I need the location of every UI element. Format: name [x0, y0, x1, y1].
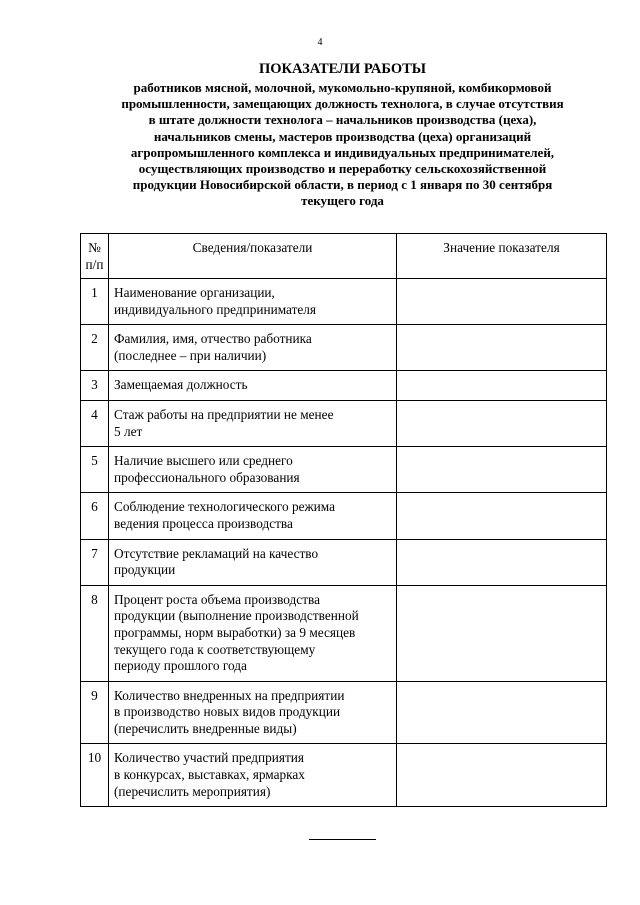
indicator-text-line: продукции (выполнение производственной — [114, 608, 359, 624]
row-value-cell[interactable] — [397, 744, 607, 807]
subtitle-line: промышленности, замещающих должность технолога, в случае отсутствия — [121, 96, 564, 112]
row-indicator — [109, 744, 397, 807]
row-number: 2 — [81, 325, 109, 371]
row-value-cell[interactable] — [397, 447, 607, 493]
table-row — [81, 325, 607, 371]
header-value: Значение показателя — [397, 234, 607, 279]
indicator-text-line: программы, норм выработки) за 9 месяцев — [114, 624, 356, 640]
indicator-text-line: индивидуального предпринимателя — [114, 301, 317, 317]
table-row — [81, 493, 607, 539]
row-number: 4 — [81, 400, 109, 446]
row-value-cell[interactable] — [397, 585, 607, 681]
row-number: 7 — [81, 539, 109, 585]
row-value-cell[interactable] — [397, 539, 607, 585]
table-row — [81, 681, 607, 744]
row-indicator — [109, 371, 397, 401]
indicator-text-line: Отсутствие рекламаций на качество — [114, 545, 319, 561]
document-title: ПОКАЗАТЕЛИ РАБОТЫ — [258, 61, 427, 77]
row-indicator — [109, 325, 397, 371]
row-value-cell[interactable] — [397, 279, 607, 325]
row-indicator — [109, 447, 397, 493]
indicator-text-line: в конкурсах, выставках, ярмарках — [114, 767, 305, 783]
indicator-text-line: 5 лет — [114, 423, 143, 439]
row-value-cell[interactable] — [397, 681, 607, 744]
indicators-table — [80, 233, 607, 807]
row-number: 9 — [81, 681, 109, 744]
row-value-cell[interactable] — [397, 400, 607, 446]
row-indicator — [109, 681, 397, 744]
row-indicator — [109, 493, 397, 539]
subtitle-line: начальников смены, мастеров производства (цеха) организаций — [153, 128, 532, 144]
table-row — [81, 400, 607, 446]
table-row — [81, 585, 607, 681]
indicator-text-line: продукции — [114, 562, 176, 578]
table-row — [81, 539, 607, 585]
indicator-text-line: текущего года к соответствующему — [114, 641, 316, 657]
row-value-cell[interactable] — [397, 371, 607, 401]
indicator-text-line: Процент роста объема производства — [114, 591, 321, 607]
header-info: Сведения/показатели — [109, 234, 397, 279]
subtitle-line: агропромышленного комплекса и индивидуальных предпринимателей, — [130, 144, 555, 160]
indicator-text-line: периоду прошлого года — [114, 658, 247, 674]
table-header-row — [81, 234, 607, 279]
indicator-text-line: Стаж работы на предприятии не менее — [114, 406, 334, 422]
table-row — [81, 744, 607, 807]
row-indicator — [109, 400, 397, 446]
indicator-text-line: Количество участий предприятия — [114, 750, 305, 766]
row-indicator — [109, 279, 397, 325]
row-indicator — [109, 539, 397, 585]
row-number: 5 — [81, 447, 109, 493]
indicator-text-line: Количество внедренных на предприятии — [114, 687, 345, 703]
document-subtitle — [80, 80, 605, 210]
subtitle-line: работников мясной, молочной, мукомольно-крупяной, комбикормовой — [133, 80, 552, 95]
indicator-text-line: (последнее – при наличии) — [114, 347, 267, 363]
table-row — [81, 279, 607, 325]
row-value-cell[interactable] — [397, 493, 607, 539]
row-number: 10 — [81, 744, 109, 807]
row-number: 6 — [81, 493, 109, 539]
indicator-text-line: профессионального образования — [114, 469, 300, 485]
page-number: 4 — [317, 37, 323, 48]
row-indicator — [109, 585, 397, 681]
indicator-text-line: Соблюдение технологического режима — [114, 499, 336, 515]
row-number: 8 — [81, 585, 109, 681]
row-value-cell[interactable] — [397, 325, 607, 371]
row-number: 3 — [81, 371, 109, 401]
subtitle-line: текущего года — [301, 193, 384, 209]
indicator-text-line: (перечислить внедренные виды) — [114, 720, 297, 736]
header-number — [81, 234, 109, 279]
indicator-text-line: (перечислить мероприятия) — [114, 783, 271, 799]
indicator-text-line: в производство новых видов продукции — [114, 704, 341, 720]
row-number: 1 — [81, 279, 109, 325]
indicator-text-line: Наименование организации, — [114, 285, 275, 300]
indicator-text-line: Фамилия, имя, отчество работника — [114, 331, 312, 347]
subtitle-line: в штате должности технолога – начальников производства (цеха), — [148, 112, 537, 128]
indicator-text-line: ведения процесса производства — [114, 515, 293, 531]
indicator-text-line: Наличие высшего или среднего — [114, 453, 293, 469]
table-row — [81, 371, 607, 401]
table-row — [81, 447, 607, 493]
header-number-symbol: № — [88, 240, 101, 255]
subtitle-line: осуществляющих производство и переработку сельскохозяйственной — [138, 161, 547, 177]
indicator-text-line: Замещаемая должность — [114, 377, 248, 393]
footer-divider — [309, 839, 376, 840]
table-body — [81, 279, 607, 807]
subtitle-line: продукции Новосибирской области, в период с 1 января по 30 сентября — [132, 177, 553, 193]
header-number-abbr: п/п — [85, 256, 104, 272]
